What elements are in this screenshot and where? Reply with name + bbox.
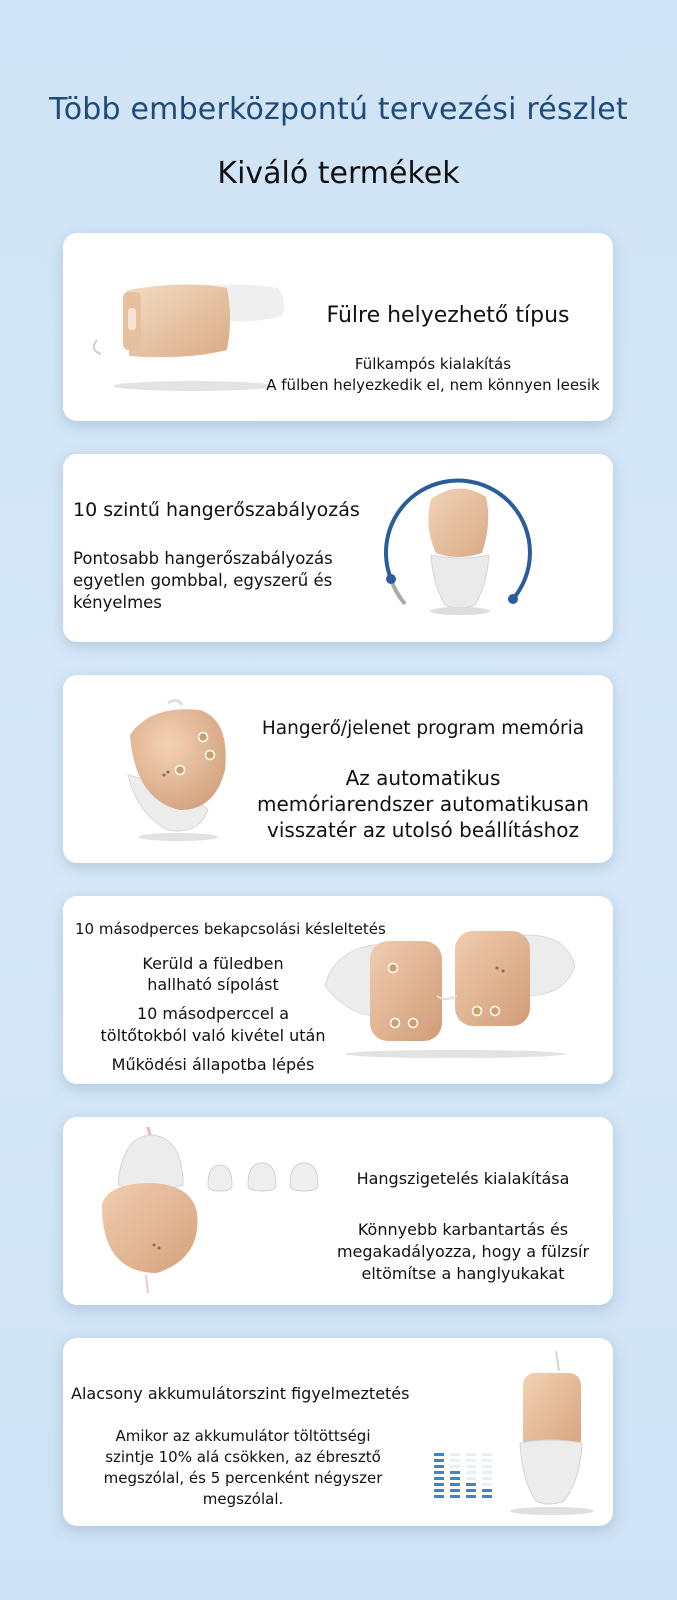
ear-tips-icon — [88, 1125, 328, 1300]
card-title: 10 másodperces bekapcsolási késleltetés — [75, 920, 386, 938]
card-line: megakadályozza, hogy a fülzsír — [336, 1242, 590, 1261]
battery-level-icon — [428, 1343, 598, 1523]
card-title: Alacsony akkumulátorszint figyelmeztetés — [71, 1384, 410, 1403]
card-line: visszatér az utolsó beállításhoz — [266, 818, 579, 842]
card-line: Az automatikus — [345, 766, 501, 790]
feature-card-low-battery — [63, 1338, 613, 1526]
feature-card-power-delay — [63, 896, 613, 1084]
card-line: szintje 10% alá csökken, az ébresztő — [105, 1448, 381, 1466]
hearing-aid-buttons-icon — [118, 695, 248, 845]
card-title: Fülre helyezhető típus — [326, 303, 570, 328]
feature-card-in-ear-type — [63, 233, 613, 421]
card-line: Fülkampós kialakítás — [354, 355, 512, 373]
feature-card-sound-insulation — [63, 1117, 613, 1305]
card-line: memóriarendszer automatikusan — [257, 792, 589, 816]
card-line: eltömítse a hanglyukakat — [361, 1264, 565, 1283]
feature-card-volume-control — [63, 454, 613, 642]
hearing-aid-pair-icon — [325, 926, 585, 1066]
card-line: 10 másodperccel a — [136, 1004, 290, 1023]
card-line: Kerüld a füledben — [142, 954, 284, 973]
page-title: Több emberközpontú tervezési részlet — [49, 92, 628, 127]
feature-card-program-memory — [63, 675, 613, 863]
card-line: Pontosabb hangerőszabályozás — [73, 549, 333, 568]
card-line: Amikor az akkumulátor töltöttségi — [115, 1427, 371, 1445]
card-line: kényelmes — [73, 593, 162, 612]
card-title: Hangerő/jelenet program memória — [261, 718, 585, 739]
card-line: megszólal, és 5 percenként négyszer — [103, 1469, 383, 1487]
card-line: hallható sípolást — [147, 975, 279, 994]
card-line: Működési állapotba lépés — [111, 1055, 315, 1074]
page-subtitle: Kiváló termékek — [217, 156, 460, 191]
card-line: Könnyebb karbantartás és — [357, 1220, 569, 1239]
card-line: egyetlen gombbal, egyszerű és — [73, 571, 333, 590]
card-line: töltőtokból való kivétel után — [100, 1026, 326, 1045]
card-line: A fülben helyezkedik el, nem könnyen leesik — [266, 376, 600, 394]
card-title: Hangszigetelés kialakítása — [356, 1169, 570, 1188]
volume-dial-icon — [373, 459, 543, 629]
card-line: megszólal. — [202, 1490, 284, 1508]
card-title: 10 szintű hangerőszabályozás — [73, 499, 360, 521]
